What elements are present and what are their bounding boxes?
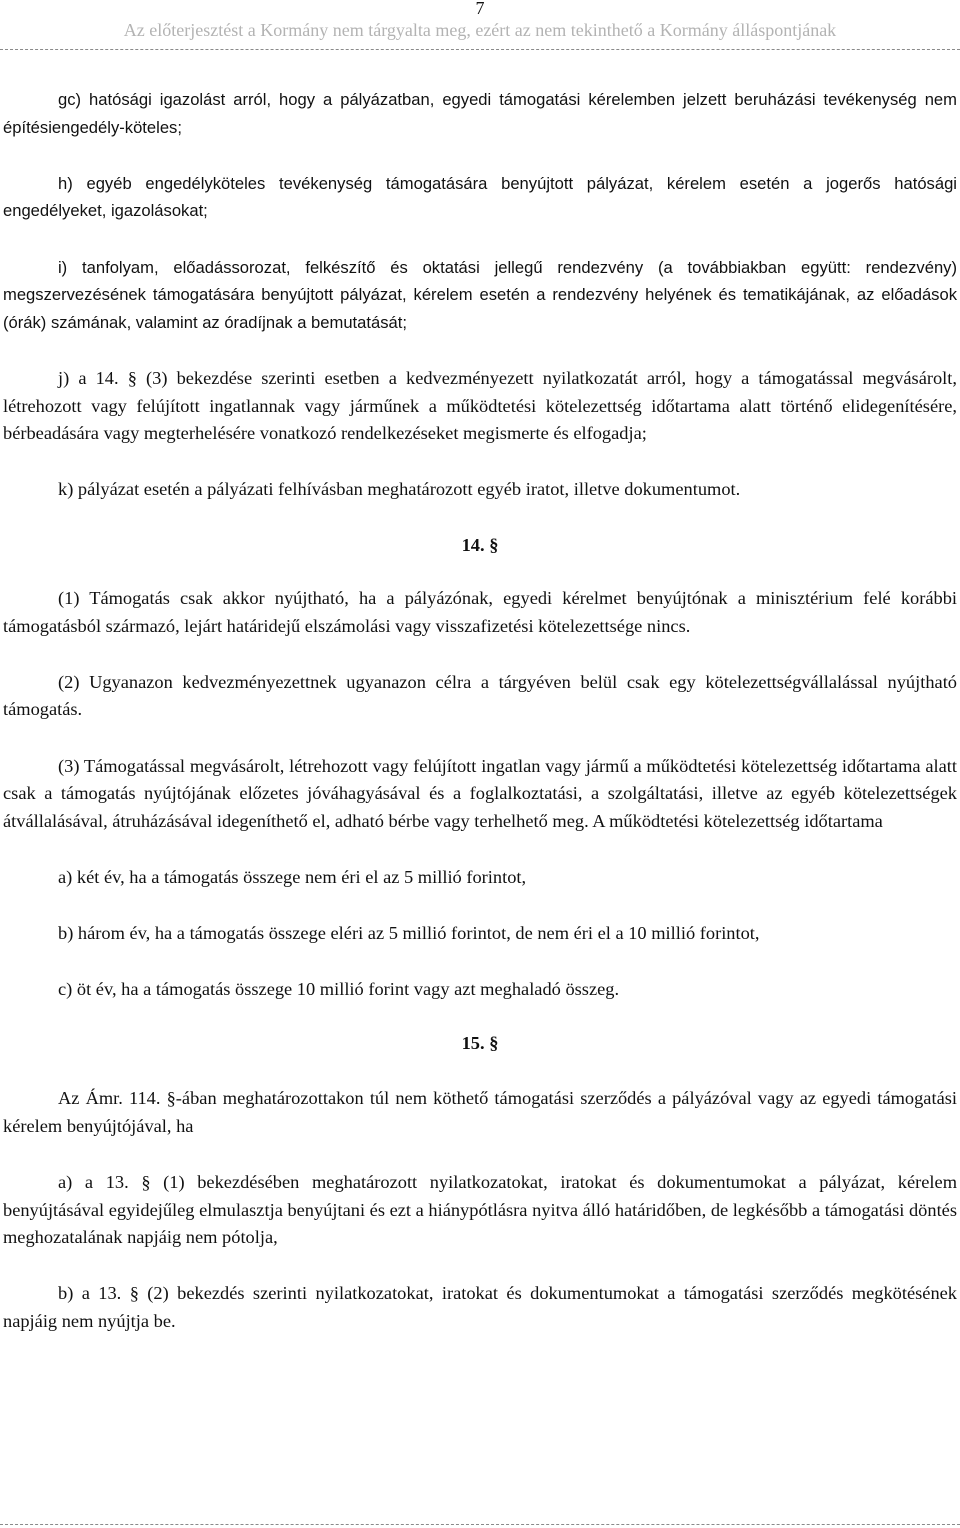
section-15-point-a: a) a 13. § (1) bekezdésében meghatározott nyilatkozatokat, iratokat és dokumentumokat a pályázat, kérelem benyújtásával egyidejűleg elmulasztja benyújtani és ezt a hiánypótlásra nyitva álló határidőben, de legkésőbb a támogatási döntés meghozatalának napjáig nem pótolja, [3,1171,957,1248]
section-14-paragraph-1: (1) Támogatás csak akkor nyújtható, ha a pályázónak, egyedi kérelmet benyújtónak a minisztérium felé korábbi támogatásból származó, lejárt határidejű elszámolási vagy visszafizetési kötelezettsége nincs. [3,588,957,636]
paragraph-k: k) pályázat esetén a pályázati felhívásban meghatározott egyéb iratot, illetve dokumentumot. [58,479,741,500]
paragraph-j: j) a 14. § (3) bekezdése szerinti esetben a kedvezményezett nyilatkozatát arról, hogy a támogatással megvásárolt, létrehozott vagy felújított ingatlannak vagy járműnek a működtetési kötelezettség időtartama alatt történő elidegenítésére, bérbeadására vagy megterhelésére vonatkozó rendelkezéseket megismerte és elfogadja; [3,367,957,444]
section-15-heading: 15. § [461,1032,499,1053]
header-notice: Az előterjesztést a Kormány nem tárgyalta meg, ezért az nem tekinthető a Kormány álláspontjának [123,20,837,40]
section-14-heading: 14. § [461,534,499,555]
section-14-paragraph-3: (3) Támogatással megvásárolt, létrehozott vagy felújított ingatlan vagy jármű a működtetési kötelezettség időtartama alatt csak a támogatás nyújtójának előzetes jóváhagyásával és a foglalkoztatási, a szolgáltatási, illetve az egyéb kötelezettségek átvállalásával, átruházásával idegeníthető el, adható bérbe vagy terhelhető meg. A működtetési kötelezettség időtartama [3,755,957,831]
section-14-point-a: a) két év, ha a támogatás összege nem éri el az 5 millió forintot, [58,867,527,888]
document-body [3,86,957,1364]
paragraph-h: h) egyéb engedélyköteles tevékenység támogatására benyújtott pályázat, kérelem esetén a jogerős hatósági engedélyeket, igazolásokat; [3,173,957,221]
section-15-point-b: b) a 13. § (2) bekezdés szerinti nyilatkozatokat, iratokat és dokumentumokat a támogatási szerződés megkötésének napjáig nem nyújtja be. [3,1283,957,1331]
paragraph-gc: gc) hatósági igazolást arról, hogy a pályázatban, egyedi támogatási kérelemben jelzett beruházási tevékenység nem építésiengedély-köteles; [3,90,957,137]
section-14-paragraph-2: (2) Ugyanazon kedvezményezettnek ugyanazon célra a tárgyéven belül csak egy kötelezettségvállalással nyújtható támogatás. [3,671,957,720]
page-number: 7 [475,0,485,18]
section-14-point-c: c) öt év, ha a támogatás összege 10 millió forint vagy azt meghaladó összeg. [58,979,620,1000]
header-divider [0,49,960,50]
paragraph-i: i) tanfolyam, előadássorozat, felkészítő és oktatási jellegű rendezvény (a továbbiakban együtt: rendezvény) megszervezésének támogatására benyújtott pályázat, kérelem esetén a rendezvény helyének és tematikájának, az előadások (órák) számának, valamint az óradíjnak a bemutatását; [3,257,957,332]
section-15-intro: Az Ámr. 114. §-ában meghatározottakon túl nem köthető támogatási szerződés a pályázóval vagy az egyedi támogatási kérelem benyújtójával, ha [3,1088,957,1136]
footer-divider [0,1524,960,1525]
section-14-point-b: b) három év, ha a támogatás összege eléri az 5 millió forintot, de nem éri el a 10 millió forintot, [58,923,760,944]
